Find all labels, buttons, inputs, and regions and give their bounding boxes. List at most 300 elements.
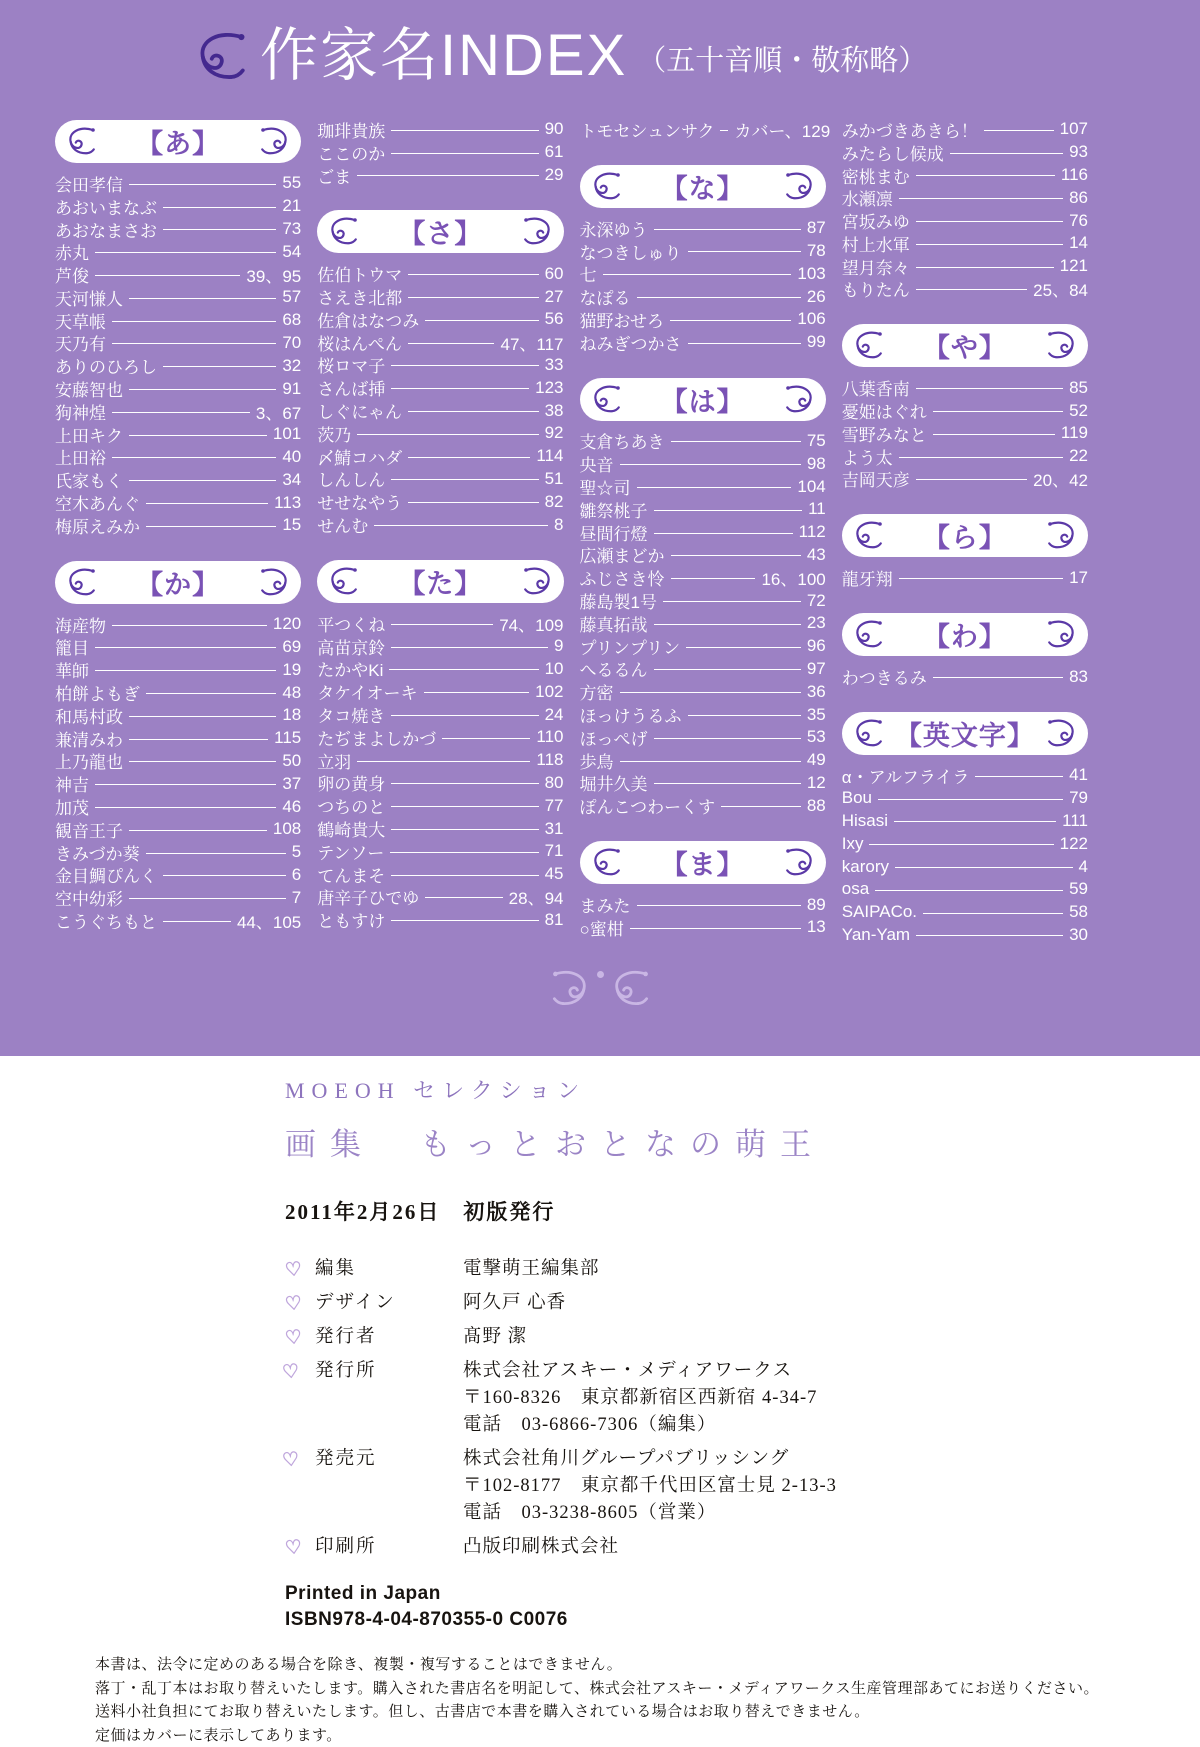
index-entry [55, 795, 301, 818]
credit-value: 株式会社角川グループパブリッシング [463, 1446, 1140, 1473]
leader-line [894, 821, 1056, 822]
author-name: 神吉 [55, 771, 89, 796]
index-entry [842, 832, 1088, 855]
leader-line [670, 320, 791, 321]
leader-line [671, 578, 756, 579]
heart-icon: ♡ [281, 1357, 319, 1441]
index-entry [842, 164, 1088, 187]
leader-line [637, 297, 801, 298]
credit-label: 発行者 [315, 1324, 463, 1351]
credit-subline: 電話 03-6866-7306（編集） [463, 1412, 1140, 1439]
printed-in-japan: Printed in Japan [285, 1583, 1140, 1605]
leader-line [916, 935, 1063, 936]
publication-date: 2011年2月26日 初版発行 [285, 1196, 1140, 1226]
leader-line [112, 625, 267, 626]
author-name: 佐倉はなつみ [317, 307, 419, 332]
page-number: 21 [282, 196, 301, 216]
flourish-icon [849, 618, 885, 650]
credit-label: 編集 [315, 1256, 463, 1283]
heart-icon: ♡ [284, 1533, 317, 1563]
author-name: つちのと [317, 793, 385, 818]
leader-line [899, 457, 1063, 458]
page-number: 74、109 [499, 611, 563, 636]
index-entry [580, 749, 826, 772]
index-entry [55, 218, 301, 241]
page-number: 59 [1069, 879, 1088, 899]
index-columns [0, 110, 1200, 946]
page-number: 77 [545, 796, 564, 816]
author-name: 上乃龍也 [55, 748, 123, 773]
ornament-dot [597, 971, 604, 978]
page-number: 73 [282, 219, 301, 239]
author-name: へるるん [580, 656, 648, 681]
leader-line [391, 388, 529, 389]
flourish-icon [62, 125, 98, 157]
flourish-icon [1045, 519, 1081, 551]
leader-line [391, 624, 493, 625]
page-number: 80 [545, 773, 564, 793]
credit-label: 印刷所 [315, 1534, 463, 1561]
index-entry [317, 445, 563, 468]
page-number: 91 [282, 379, 301, 399]
index-entry [580, 452, 826, 475]
index-entry [317, 399, 563, 422]
section-pill [842, 324, 1088, 367]
page-number: 53 [807, 727, 826, 747]
author-name: 央音 [580, 451, 614, 476]
index-entry [580, 331, 826, 354]
author-name: 氏家もく [55, 467, 123, 492]
page-number: 88 [807, 796, 826, 816]
page-number: 102 [535, 682, 563, 702]
section-pill [55, 120, 301, 163]
flourish-icon [521, 215, 557, 247]
author-name: 華師 [55, 657, 89, 682]
leader-line [129, 298, 276, 299]
leader-line [899, 198, 1063, 199]
author-name: あおなまさお [55, 217, 157, 242]
credit-row [285, 1256, 1140, 1283]
author-name: みかづきあきら！ [842, 117, 978, 142]
index-entry [842, 468, 1088, 491]
page-number: 101 [273, 424, 301, 444]
page-number: 81 [545, 910, 564, 930]
index-entry [55, 613, 301, 636]
author-name: 桜はんぺん [317, 330, 402, 355]
index-entry [580, 430, 826, 453]
section-label: 【は】 [661, 380, 745, 419]
index-header [0, 0, 1200, 110]
leader-line [391, 479, 538, 480]
author-name: 方密 [580, 679, 614, 704]
page-title: 作家名INDEX [260, 24, 627, 88]
page-number: 14 [1069, 233, 1088, 253]
index-entry [55, 681, 301, 704]
page-number: 86 [1069, 188, 1088, 208]
section-label: 【英文字】 [895, 714, 1035, 753]
author-name: 桜ロマ子 [317, 352, 385, 377]
legal-line: 本書は、法令に定めのある場合を除き、複製・複写することはできません。 [95, 1653, 1120, 1677]
credit-lines [463, 1534, 1140, 1561]
flourish-icon [1045, 618, 1081, 650]
author-name: 狗神煌 [55, 399, 106, 424]
page-number: 68 [282, 310, 301, 330]
page-number: 39、95 [246, 262, 301, 287]
index-entry [842, 810, 1088, 833]
leader-line [95, 784, 276, 785]
leader-line [112, 412, 250, 413]
page-number: 90 [545, 119, 564, 139]
index-entry [580, 658, 826, 681]
index-entry [55, 727, 301, 750]
index-entry [55, 658, 301, 681]
page-number: 33 [545, 355, 564, 375]
index-entry [580, 726, 826, 749]
author-name: Bou [842, 788, 872, 808]
author-name: タコ焼き [317, 702, 385, 727]
page-number: 61 [545, 142, 564, 162]
leader-line [671, 441, 801, 442]
index-entry [317, 285, 563, 308]
leader-line [916, 289, 1027, 290]
page-number: 93 [1069, 142, 1088, 162]
leader-line [630, 928, 801, 929]
index-entry [55, 172, 301, 195]
page-number: 7 [292, 888, 301, 908]
index-entry [317, 354, 563, 377]
index-column [580, 118, 826, 946]
book-title: 画集 もっとおとなの萌王 [285, 1119, 1140, 1164]
credit-row [285, 1290, 1140, 1317]
page-number: 103 [797, 264, 825, 284]
credit-value: 髙野 潔 [463, 1324, 1140, 1351]
index-entry [55, 514, 301, 537]
page-number: 31 [545, 819, 564, 839]
index-entry [317, 680, 563, 703]
leader-line [129, 480, 276, 481]
page-number: 70 [282, 333, 301, 353]
index-entry [317, 908, 563, 931]
author-name: 籠目 [55, 634, 89, 659]
author-name: 佐伯トウマ [317, 261, 402, 286]
page-number: 121 [1060, 256, 1088, 276]
leader-line [163, 875, 286, 876]
colophon [0, 1056, 1200, 1747]
author-name: ほっぺげ [580, 725, 648, 750]
page-number: 97 [807, 659, 826, 679]
flourish-icon [849, 717, 885, 749]
page-number: 57 [282, 287, 301, 307]
leader-line [129, 389, 276, 390]
index-entry [55, 400, 301, 423]
leader-line [654, 669, 801, 670]
index-entry [842, 118, 1088, 141]
index-entry [580, 475, 826, 498]
index-entry [317, 658, 563, 681]
page-number: 122 [1060, 834, 1088, 854]
author-name: ありのひろし [55, 353, 157, 378]
index-entry [842, 764, 1088, 787]
legal-line: 定価はカバーに表示してあります。 [95, 1724, 1120, 1747]
flourish-icon [258, 125, 294, 157]
leader-line [95, 647, 276, 648]
leader-line [916, 479, 1027, 480]
page-number: 29 [545, 165, 564, 185]
index-entry [842, 209, 1088, 232]
page-number: 41 [1069, 765, 1088, 785]
credit-lines [463, 1446, 1140, 1527]
index-entry [842, 924, 1088, 947]
author-name: せせなやう [317, 489, 402, 514]
page-number: 72 [807, 591, 826, 611]
index-entry [317, 863, 563, 886]
index-entry [580, 612, 826, 635]
flourish-icon [587, 383, 623, 415]
page-number: 48 [282, 683, 301, 703]
author-name: 唐辛子ひでゆ [317, 884, 419, 909]
author-name: 平つくね [317, 611, 385, 636]
author-name: 憂姫はぐれ [842, 398, 927, 423]
index-column [317, 118, 563, 946]
author-name: 天河慊人 [55, 285, 123, 310]
page-number: 11 [808, 499, 826, 519]
page-number: 60 [545, 264, 564, 284]
credit-row [285, 1324, 1140, 1351]
leader-line [129, 830, 267, 831]
author-name: しんしん [317, 466, 385, 491]
page-number: 50 [282, 751, 301, 771]
author-name: 芦俊 [55, 262, 89, 287]
author-name: テンソー [317, 839, 384, 864]
page-number: 47、117 [500, 330, 563, 355]
author-name: 天草帳 [55, 308, 106, 333]
page-number: 36 [807, 682, 826, 702]
author-name: よう太 [842, 444, 893, 469]
credit-row [285, 1534, 1140, 1561]
author-name: ねみぎつかさ [580, 330, 682, 355]
leader-line [95, 252, 276, 253]
index-entry [55, 195, 301, 218]
author-name: きみづか葵 [55, 840, 140, 865]
leader-line [933, 411, 1063, 412]
leader-line [408, 297, 538, 298]
author-name: 村上水軍 [842, 231, 910, 256]
leader-line [391, 806, 538, 807]
index-entry [317, 513, 563, 536]
page-number: 111 [1062, 811, 1088, 831]
page-number: 8 [554, 515, 563, 535]
leader-line [391, 153, 538, 154]
page-number: 26 [807, 287, 826, 307]
author-name: 茨乃 [317, 421, 351, 446]
index-entry [317, 164, 563, 187]
page-number: 9 [554, 636, 563, 656]
leader-line [146, 526, 276, 527]
author-name: 加茂 [55, 794, 89, 819]
author-name: 堀井久美 [580, 770, 648, 795]
page-number: 49 [807, 750, 826, 770]
author-name: 雪野みなと [842, 421, 927, 446]
page-number: 43 [807, 545, 826, 565]
page-number: 87 [807, 218, 826, 238]
author-name: こうぐちもと [55, 908, 157, 933]
index-entry [317, 749, 563, 772]
author-name: ほっけうるふ [580, 702, 682, 727]
page-number: 28、94 [509, 884, 564, 909]
index-entry [55, 263, 301, 286]
leader-line [357, 434, 538, 435]
credit-subline: 〒160-8326 東京都新宿区西新宿 4-34-7 [463, 1385, 1140, 1412]
page-number: 34 [282, 470, 301, 490]
page-number: 6 [292, 865, 301, 885]
leader-line [129, 739, 268, 740]
index-entry [55, 704, 301, 727]
leader-line [875, 890, 1063, 891]
author-name: 珈琲貴族 [317, 117, 385, 142]
author-name: たぢまよしかづ [317, 725, 436, 750]
author-name: てんまそ [317, 862, 385, 887]
index-entry [842, 445, 1088, 468]
index-entry [580, 118, 826, 141]
leader-line [129, 435, 267, 436]
page-number: 52 [1069, 401, 1088, 421]
leader-line [408, 343, 495, 344]
index-entry [842, 855, 1088, 878]
author-name: ごま [317, 163, 351, 188]
author-name: 宮坂みゆ [842, 208, 910, 233]
leader-line [895, 867, 1073, 868]
flourish-icon [521, 565, 557, 597]
credit-lines [463, 1256, 1140, 1283]
leader-line [391, 829, 538, 830]
author-name: 赤丸 [55, 239, 89, 264]
leader-line [389, 669, 538, 670]
page-number: 30 [1069, 925, 1088, 945]
leader-line [391, 130, 538, 131]
page-number: 79 [1069, 788, 1088, 808]
leader-line [391, 647, 548, 648]
page-number: 16、100 [761, 565, 825, 590]
leader-line [654, 624, 801, 625]
index-entry [55, 750, 301, 773]
credit-value: 株式会社アスキー・メディアワークス [463, 1358, 1140, 1385]
index-entry [580, 498, 826, 521]
index-entry [55, 491, 301, 514]
author-name: α・アルフライラ [842, 763, 970, 788]
page-number: 116 [1061, 165, 1088, 185]
author-name: ふじさき怜 [580, 565, 665, 590]
author-name: 水瀬凛 [842, 185, 893, 210]
leader-line [603, 274, 792, 275]
index-entry [317, 726, 563, 749]
leader-line [916, 221, 1063, 222]
page-number: 69 [282, 637, 301, 657]
leader-line [408, 502, 538, 503]
leader-line [637, 905, 801, 906]
index-entry [55, 240, 301, 263]
author-name: 金目鯛ぴんく [55, 862, 157, 887]
section-pill [580, 165, 826, 208]
page-number: 12 [807, 773, 826, 793]
index-entry [580, 680, 826, 703]
flourish-icon [587, 846, 623, 878]
page-number: 32 [282, 356, 301, 376]
author-name: なつきしゅり [580, 239, 682, 264]
leader-line [916, 388, 1063, 389]
author-name: 永深ゆう [580, 216, 648, 241]
author-name: 柏餅よもぎ [55, 680, 140, 705]
index-entry [580, 544, 826, 567]
page-number: 51 [545, 469, 564, 489]
page-number: 19 [282, 660, 301, 680]
index-entry [580, 703, 826, 726]
page-number: 44、105 [237, 908, 301, 933]
leader-line [425, 897, 502, 898]
leader-line [408, 411, 539, 412]
author-name: 雛祭桃子 [580, 497, 648, 522]
author-name: ともすけ [317, 907, 385, 932]
leader-line [654, 783, 801, 784]
index-entry [317, 772, 563, 795]
index-entry [580, 262, 826, 285]
index-entry [317, 308, 563, 331]
index-entry [317, 490, 563, 513]
author-name: 上田裕 [55, 444, 106, 469]
author-name: 龍牙翔 [842, 565, 893, 590]
index-entry [55, 909, 301, 932]
leader-line [391, 365, 538, 366]
author-name: タケイオーキ [317, 679, 417, 704]
section-pill [317, 210, 563, 253]
index-column [842, 118, 1088, 946]
page-number: 123 [535, 378, 563, 398]
author-name: 吉岡天彦 [842, 466, 910, 491]
credit-lines [463, 1358, 1140, 1439]
section-label: 【ま】 [661, 843, 745, 882]
leader-line [391, 875, 538, 876]
leader-line [916, 244, 1063, 245]
author-name: 観音王子 [55, 817, 123, 842]
section-pill [842, 613, 1088, 656]
flourish-icon [606, 967, 652, 1009]
index-entry [317, 141, 563, 164]
author-name: 安藤智也 [55, 376, 123, 401]
leader-line [686, 647, 801, 648]
leader-line [357, 175, 538, 176]
leader-line [950, 153, 1063, 154]
leader-line [112, 343, 276, 344]
author-name: 会田孝信 [55, 171, 123, 196]
author-name: さえき北都 [317, 284, 402, 309]
section-label: 【や】 [923, 326, 1007, 365]
flourish-icon [258, 566, 294, 598]
page-subtitle: （五十音順・敬称略） [637, 44, 927, 78]
page-number: 118 [536, 750, 563, 770]
leader-line [374, 525, 548, 526]
index-entry [842, 376, 1088, 399]
leader-line [923, 913, 1063, 914]
author-name: 聖☆司 [580, 474, 631, 499]
author-name: もりたん [842, 276, 910, 301]
leader-line [933, 677, 1063, 678]
author-name: osa [842, 879, 869, 899]
leader-line [620, 692, 801, 693]
leader-line [163, 229, 276, 230]
leader-line [163, 207, 276, 208]
legal-line: 送料小社負担にてお取り替えいたします。但し、古書店で本書を購入されている場合はお取り替えできません。 [95, 1700, 1120, 1724]
author-name: せんむ [317, 512, 368, 537]
legal-line: 落丁・乱丁本はお取り替えいたします。購入された書店名を明記して、株式会社アスキー・メディアワークス生産管理部あてにお送りください。 [95, 1677, 1120, 1701]
